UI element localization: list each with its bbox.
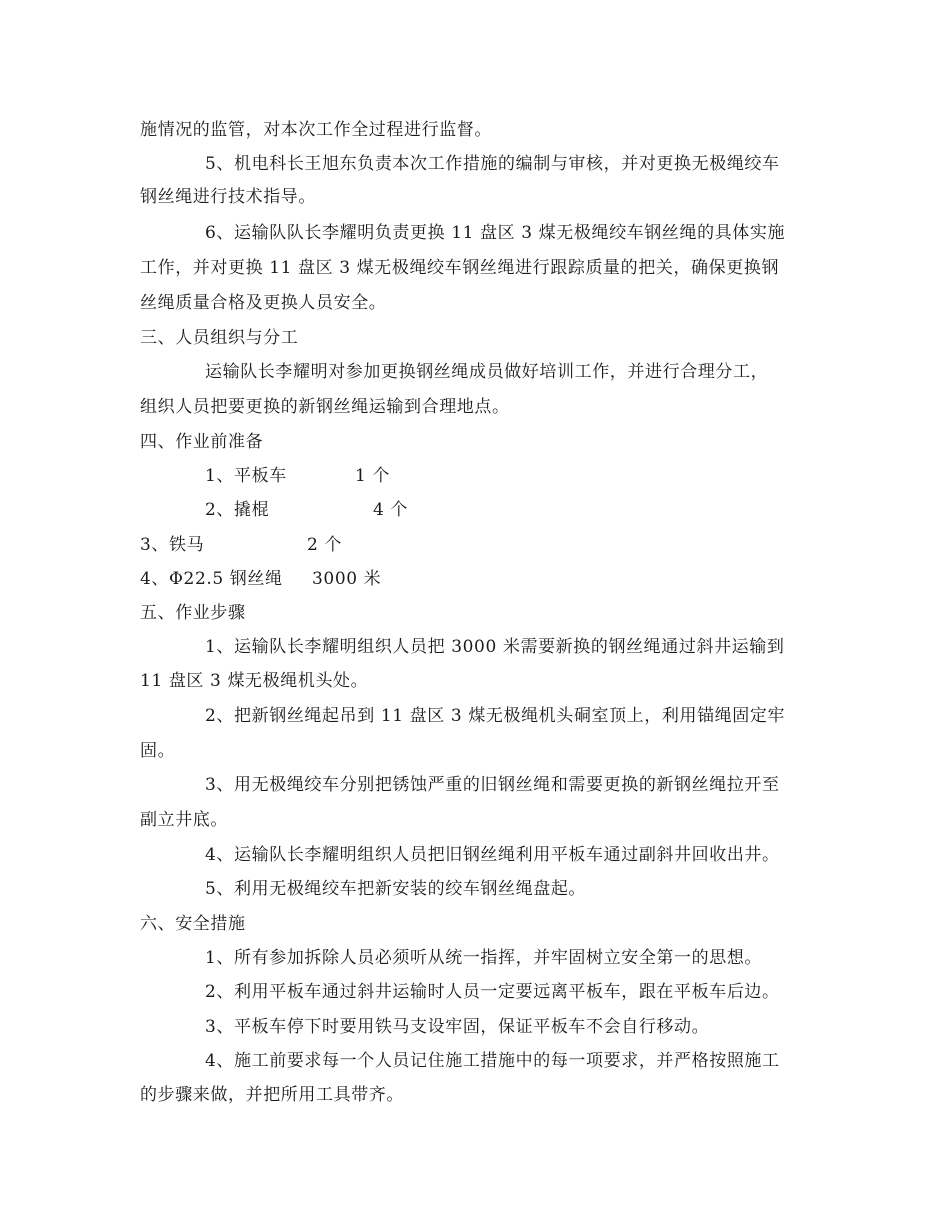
- equipment-item-name: 2、撬棍: [205, 500, 270, 520]
- paragraph-line: 6、运输队队长李耀明负责更换 11 盘区 3 煤无极绳绞车钢丝绳的具体实施: [205, 223, 786, 243]
- equipment-item-quantity: 1 个: [355, 466, 391, 486]
- paragraph-line: 运输队长李耀明对参加更换钢丝绳成员做好培训工作，并进行合理分工，: [205, 362, 769, 382]
- paragraph-line: 副立井底。: [140, 810, 228, 830]
- paragraph-line: 工作，并对更换 11 盘区 3 煤无极绳绞车钢丝绳进行跟踪质量的把关，确保更换钢: [140, 258, 780, 278]
- section-heading: 五、作业步骤: [140, 603, 246, 623]
- paragraph-line: 11 盘区 3 煤无极绳机头处。: [140, 671, 369, 691]
- paragraph-line: 的步骤来做，并把所用工具带齐。: [140, 1085, 404, 1105]
- equipment-item-name: 1、平板车: [205, 466, 287, 486]
- section-heading: 四、作业前准备: [140, 432, 264, 452]
- equipment-item-name: 4、Φ22.5 钢丝绳: [140, 569, 283, 589]
- paragraph-line: 组织人员把要更换的新钢丝绳运输到合理地点。: [140, 397, 510, 417]
- section-heading: 三、人员组织与分工: [140, 328, 299, 348]
- paragraph-line: 4、施工前要求每一个人员记住施工措施中的每一项要求，并严格按照施工: [205, 1051, 780, 1071]
- paragraph-line: 钢丝绳进行技术指导。: [140, 187, 316, 207]
- equipment-item-quantity: 2 个: [307, 535, 343, 555]
- paragraph-line: 2、利用平板车通过斜井运输时人员一定要远离平板车，跟在平板车后边。: [205, 982, 780, 1002]
- equipment-item-quantity: 4 个: [373, 500, 409, 520]
- paragraph-line: 2、把新钢丝绳起吊到 11 盘区 3 煤无极绳机头硐室顶上，利用锚绳固定牢: [205, 706, 786, 726]
- paragraph-line: 固。: [140, 741, 176, 761]
- paragraph-line: 施情况的监管，对本次工作全过程进行监督。: [140, 120, 492, 140]
- paragraph-line: 丝绳质量合格及更换人员安全。: [140, 293, 387, 313]
- paragraph-line: 1、所有参加拆除人员必须听从统一指挥，并牢固树立安全第一的思想。: [205, 948, 763, 968]
- equipment-item-quantity: 3000 米: [312, 569, 382, 589]
- paragraph-line: 3、用无极绳绞车分别把锈蚀严重的旧钢丝绳和需要更换的新钢丝绳拉开至: [205, 775, 780, 795]
- paragraph-line: 5、利用无极绳绞车把新安装的绞车钢丝绳盘起。: [205, 879, 587, 899]
- paragraph-line: 5、机电科长王旭东负责本次工作措施的编制与审核，并对更换无极绳绞车: [205, 154, 780, 174]
- paragraph-line: 3、平板车停下时要用铁马支设牢固，保证平板车不会自行移动。: [205, 1017, 710, 1037]
- paragraph-line: 1、运输队长李耀明组织人员把 3000 米需要新换的钢丝绳通过斜井运输到: [205, 637, 785, 657]
- section-heading: 六、安全措施: [140, 914, 246, 934]
- paragraph-line: 4、运输队长李耀明组织人员把旧钢丝绳利用平板车通过副斜井回收出井。: [205, 845, 780, 865]
- equipment-item-name: 3、铁马: [140, 535, 205, 555]
